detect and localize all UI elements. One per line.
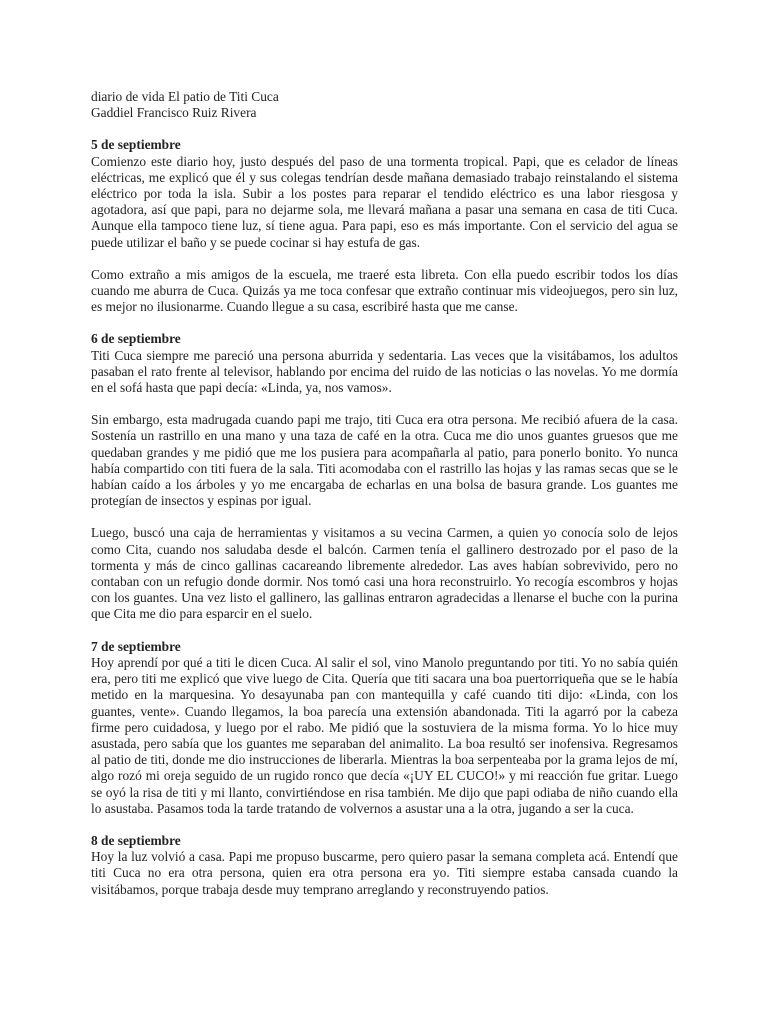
document-header: [91, 89, 678, 121]
entry-date: 5 de septiembre: [91, 137, 181, 153]
diary-entry: [91, 137, 678, 315]
entry-paragraph: Hoy la luz volvió a casa. Papi me propuso buscarme, pero quiero pasar la semana completa acá. Entendí que titi Cuca no era otra persona, quien era otra persona era yo. Titi siempre estaba cansada cuando la visitábamos, porque trabaja desde muy temprano arreglando y reconstruyendo patios.: [91, 849, 678, 897]
entry-date: 8 de septiembre: [91, 832, 181, 848]
entry-date: 7 de septiembre: [91, 638, 181, 654]
diary-entry: [91, 331, 678, 622]
entry-paragraph: Titi Cuca siempre me pareció una persona aburrida y sedentaria. Las veces que la visitábamos, los adultos pasaban el rato frente al televisor, hablando por encima del ruido de las noticias o las novelas. Yo me dormía en el sofá hasta que papi decía: «Linda, ya, nos vamos».: [91, 347, 678, 396]
diary-entry: [91, 639, 678, 817]
entry-paragraph: Comienzo este diario hoy, justo después del paso de una tormenta tropical. Papi, que es celador de líneas eléctricas, me explicó que él y sus colegas tendrían desde mañana demasiado trabajo reinstalando el sistema eléctrico por toda la isla. Subir a los postes para reparar el tendido eléctrico es una labor riesgosa y agotadora, así que papi, para no dejarme sola, me llevará mañana a pasar una semana en casa de titi Cuca. Aunque ella tampoco tiene luz, sí tiene agua. Para papi, eso es más importante. Con el servicio del agua se puede utilizar el baño y se puede cocinar si hay estufa de gas.: [91, 153, 678, 250]
entry-paragraph: Hoy aprendí por qué a titi le dicen Cuca. Al salir el sol, vino Manolo preguntando por titi. Yo no sabía quién era, pero titi me explicó que vive luego de Cita. Quería que titi sacara una boa puertorriqueña que se le había metido en la marquesina. Yo desayunaba pan con mantequilla y café cuando titi dijo: «Linda, con los guantes, vente». Cuando llegamos, la boa parecía una extensión abandonada. Titi la agarró por la cabeza firme pero cuidadosa, y luego por el rabo. Me pidió que la sostuviera de la misma forma. Yo lo hice muy asustada, pero sabía que los guantes me separaban del animalito. La boa resultó ser inofensiva. Regresamos al patio de titi, donde me dio instrucciones de liberarla. Mientras la boa serpenteaba por la grama lejos de mí, algo rozó mi oreja seguido de un rugido ronco que decía «¡UY EL CUCO!» y mi reacción fue gritar. Luego se oyó la risa de titi y mi llanto, convirtiéndose en risa también. Me dijo que papi odiaba de niño cuando ella lo asustaba. Pasamos toda la tarde tratando de volvernos a asustar una a la otra, jugando a ser la cuca.: [91, 654, 678, 816]
entry-paragraph: Luego, buscó una caja de herramientas y visitamos a su vecina Carmen, a quien yo conocía solo de lejos como Cita, cuando nos saludaba desde el balcón. Carmen tenía el gallinero destrozado por el paso de la tormenta y más de cinco gallinas cacareando libremente alrededor. Las aves habían sobrevivido, pero no contaban con un refugio donde dormir. Nos tomó casi una hora reconstruirlo. Yo recogía escombros y hojas con los guantes. Una vez listo el gallinero, las gallinas entraron agradecidas a llenarse el buche con la purina que Cita me dio para esparcir en el suelo.: [91, 525, 678, 622]
entry-date: 6 de septiembre: [91, 331, 181, 347]
document-page: [91, 89, 678, 914]
diary-entry: [91, 833, 678, 898]
entry-paragraph: Como extraño a mis amigos de la escuela, me traeré esta libreta. Con ella puedo escribir todos los días cuando me aburra de Cuca. Quizás ya me toca confesar que extraño continuar mis videojuegos, pero sin luz, es mejor no ilusionarme. Cuando llegue a su casa, escribiré hasta que me canse.: [91, 266, 678, 315]
document-author: Gaddiel Francisco Ruiz Rivera: [91, 105, 257, 121]
entry-paragraph: Sin embargo, esta madrugada cuando papi me trajo, titi Cuca era otra persona. Me recibió afuera de la casa. Sostenía un rastrillo en una mano y una taza de café en la otra. Cuca me dio unos guantes gruesos que me quedaban grandes y me pidió que me los pusiera para acompañarla al patio, para ponerlo bonito. Yo nunca había compartido con titi fuera de la sala. Titi acomodaba con el rastrillo las hojas y las ramas secas que se le habían caído a los árboles y yo me encargaba de echarlas en una bolsa de basura grande. Los guantes me protegían de insectos y espinas por igual.: [91, 412, 678, 509]
document-title: diario de vida El patio de Titi Cuca: [91, 89, 279, 104]
